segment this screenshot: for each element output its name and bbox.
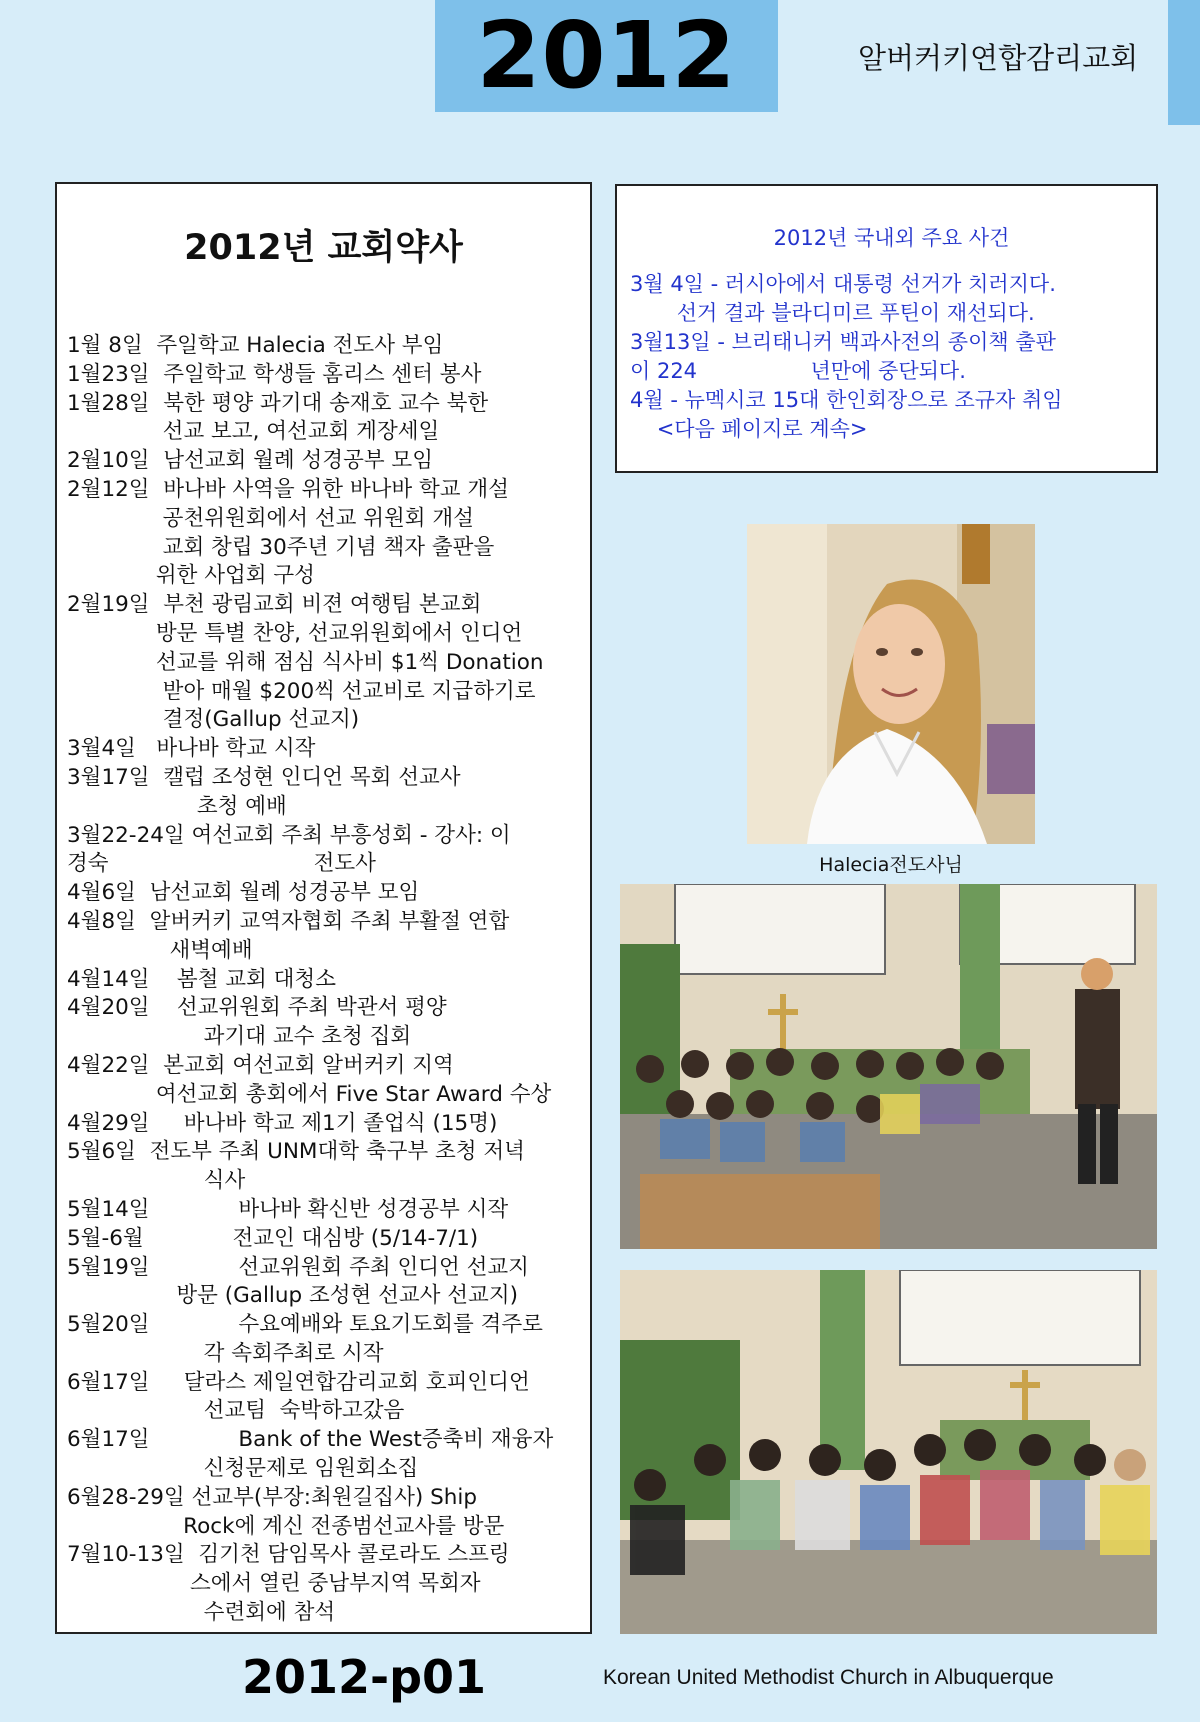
history-entry: 6월28-29일 선교부(부장:최원길집사) Ship — [67, 1484, 477, 1510]
year-title: 2012 — [476, 2, 737, 109]
history-entry: 초청 예배 — [67, 793, 287, 819]
children-group-photo-1 — [620, 884, 1157, 1249]
history-entry: 5월6일 전도부 주최 UNM대학 축구부 초청 저녁 — [67, 1139, 525, 1165]
history-entry: 2월19일 부천 광림교회 비젼 여행팀 본교회 — [67, 592, 482, 618]
history-entry: 스에서 열린 중남부지역 목회자 — [67, 1571, 481, 1597]
history-entry: 새벽예배 — [67, 937, 253, 963]
church-name-english: Korean United Methodist Church in Albuquerque — [603, 1666, 1054, 1689]
history-entry: 교회 창립 30주년 기념 책자 출판을 — [67, 534, 495, 560]
history-title: 2012년 교회약사 — [184, 228, 463, 268]
history-entry: 4월6일 남선교회 월례 성경공부 모임 — [67, 880, 420, 906]
history-entry: 여선교회 총회에서 Five Star Award 수상 — [67, 1081, 552, 1107]
history-list — [67, 332, 592, 1628]
history-entry: 4월22일 본교회 여선교회 알버커키 지역 — [67, 1052, 454, 1078]
year-header — [435, 0, 778, 112]
history-entry: 1월23일 주일학교 학생들 홈리스 센터 봉사 — [67, 361, 482, 387]
history-entry: 5월-6월 전교인 대심방 (5/14-7/1) — [67, 1225, 479, 1251]
history-entry: 2월12일 바나바 사역을 위한 바나바 학교 개설 — [67, 476, 509, 502]
edge-tab-decoration — [1168, 0, 1200, 125]
history-entry: 공천위원회에서 선교 위원회 개설 — [67, 505, 474, 531]
history-entry: 각 속회주최로 시작 — [67, 1340, 384, 1366]
history-entry: 4월8일 알버커키 교역자협회 주최 부활절 연합 — [67, 908, 510, 934]
event-entry: <다음 페이지로 계속> — [630, 417, 868, 441]
history-entry: 3월17일 캘럽 조성현 인디언 목회 선교사 — [67, 764, 461, 790]
history-entry: 방문 특별 찬양, 선교위원회에서 인디언 — [67, 620, 523, 646]
event-entry: 이 224 년만에 중단되다. — [630, 359, 966, 383]
history-entry: 4월20일 선교위원회 주최 박관서 평양 — [67, 995, 447, 1021]
history-entry: 신청문제로 임원회소집 — [67, 1456, 419, 1482]
history-entry: 3월22-24일 여선교회 주최 부흥성회 - 강사: 이 — [67, 822, 511, 848]
church-history-panel — [55, 182, 592, 1634]
events-title: 2012년 국내외 주요 사건 — [773, 226, 1010, 250]
history-entry: 선교를 위해 점심 식사비 $1씩 Donation — [67, 649, 544, 675]
history-entry: 방문 (Gallup 조성현 선교사 선교지) — [67, 1283, 518, 1309]
portrait-caption: Halecia전도사님 — [819, 854, 963, 876]
event-entry: 3월13일 - 브리태니커 백과사전의 종이책 출판 — [630, 330, 1056, 354]
history-entry: 6월17일 Bank of the West증축비 재융자 — [67, 1427, 554, 1453]
event-entry: 선거 결과 블라디미르 푸틴이 재선되다. — [630, 301, 1035, 325]
history-entry: 식사 — [67, 1168, 246, 1194]
history-entry: 5월14일 바나바 확신반 성경공부 시작 — [67, 1196, 509, 1222]
history-entry: 받아 매월 $200씩 선교비로 지급하기로 — [67, 678, 536, 704]
event-entry: 4월 - 뉴멕시코 15대 한인회장으로 조규자 취임 — [630, 388, 1063, 412]
history-entry: 3월4일 바나바 학교 시작 — [67, 736, 316, 762]
history-entry: 4월29일 바나바 학교 제1기 졸업식 (15명) — [67, 1110, 498, 1136]
history-entry: 선교팀 숙박하고갔음 — [67, 1398, 405, 1424]
church-name-korean: 알버커키연합감리교회 — [858, 41, 1139, 75]
event-entry: 3월 4일 - 러시아에서 대통령 선거가 치러지다. — [630, 272, 1056, 296]
page-number: 2012-p01 — [242, 1650, 487, 1704]
major-events-panel — [615, 184, 1158, 473]
history-entry: 과기대 교수 초청 집회 — [67, 1024, 412, 1050]
history-entry: 6월17일 달라스 제일연합감리교회 호피인디언 — [67, 1369, 530, 1395]
history-entry: 5월20일 수요예배와 토요기도회를 격주로 — [67, 1312, 543, 1338]
history-entry: 2월10일 남선교회 월례 성경공부 모임 — [67, 448, 433, 474]
history-entry: 경숙 전도사 — [67, 851, 376, 877]
history-entry: 수련회에 참석 — [67, 1600, 336, 1626]
history-entry: 위한 사업회 구성 — [67, 563, 315, 589]
history-entry: 5월19일 선교위원회 주최 인디언 선교지 — [67, 1254, 529, 1280]
history-entry: 1월 8일 주일학교 Halecia 전도사 부임 — [67, 333, 444, 358]
history-entry: 1월28일 북한 평양 과기대 송재호 교수 북한 — [67, 390, 489, 416]
history-entry: Rock에 계신 전종범선교사를 방문 — [67, 1513, 505, 1539]
children-group-photo-2 — [620, 1270, 1157, 1634]
history-entry: 결정(Gallup 선교지) — [67, 707, 360, 733]
portrait-photo — [747, 524, 1035, 844]
history-entry: 7월10-13일 김기천 담임목사 콜로라도 스프링 — [67, 1542, 510, 1568]
history-entry: 4월14일 봄철 교회 대청소 — [67, 966, 336, 992]
history-entry: 선교 보고, 여선교회 게장세일 — [67, 419, 440, 445]
events-list — [630, 270, 1158, 444]
